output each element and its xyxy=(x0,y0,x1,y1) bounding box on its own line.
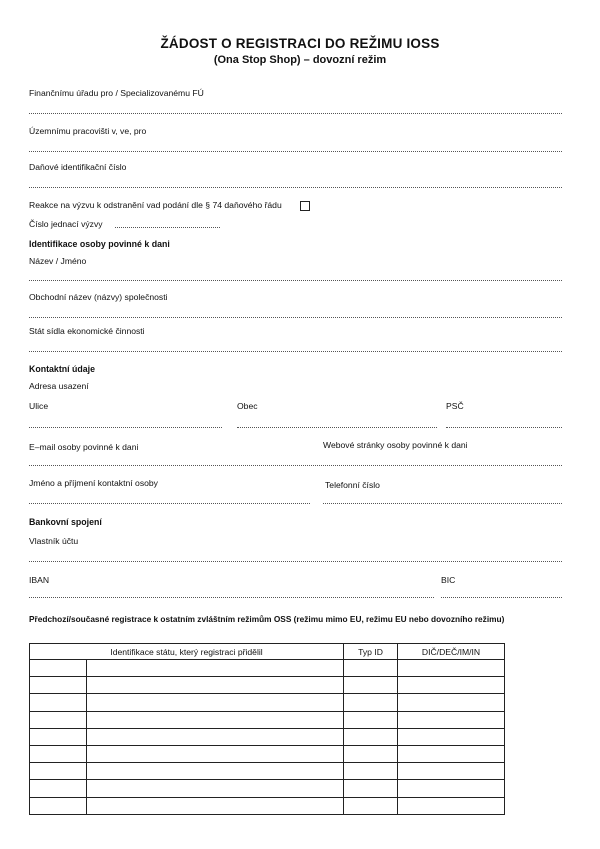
table-row xyxy=(30,694,505,711)
col-state: Identifikace státu, který registraci přidělil xyxy=(30,644,344,660)
email-web-field[interactable] xyxy=(29,465,562,466)
form-subtitle: (Ona Stop Shop) – dovozní režim xyxy=(213,54,387,66)
contact-person-field[interactable] xyxy=(29,503,310,504)
identification-heading: Identifikace osoby povinné k dani xyxy=(29,239,170,249)
state-label: Stát sídla ekonomické činnosti xyxy=(29,326,145,336)
state-name-cell[interactable] xyxy=(87,780,344,797)
bank-heading: Bankovní spojení xyxy=(29,517,102,527)
bic-field[interactable] xyxy=(441,597,562,598)
state-code-cell[interactable] xyxy=(30,797,87,814)
state-name-cell[interactable] xyxy=(87,763,344,780)
bic-label: BIC xyxy=(441,575,456,585)
state-name-cell[interactable] xyxy=(87,728,344,745)
iban-label: IBAN xyxy=(29,575,50,585)
table-row xyxy=(30,728,505,745)
table-row xyxy=(30,780,505,797)
contact-person-label: Jméno a příjmení kontaktní osoby xyxy=(29,478,158,488)
state-code-cell[interactable] xyxy=(30,660,87,677)
tax-office-field[interactable] xyxy=(29,113,562,114)
state-code-cell[interactable] xyxy=(30,728,87,745)
contact-heading: Kontaktní údaje xyxy=(29,364,95,374)
state-code-cell[interactable] xyxy=(30,711,87,728)
defect-response-label: Reakce na výzvu k odstranění vad podání dle § 74 daňového řádu xyxy=(29,200,282,210)
tax-number-cell[interactable] xyxy=(398,728,505,745)
city-label: Obec xyxy=(237,401,258,411)
tax-number-cell[interactable] xyxy=(398,677,505,694)
previous-registrations-heading: Předchozí/současné registrace k ostatním zvláštním režimům OSS (režimu mimo EU, režimu EU nebo dovozního režimu) xyxy=(29,614,505,624)
registrations-table xyxy=(29,643,505,815)
type-id-cell[interactable] xyxy=(344,745,398,762)
state-name-cell[interactable] xyxy=(87,797,344,814)
col-type-id: Typ ID xyxy=(344,644,398,660)
reference-number-field[interactable] xyxy=(115,227,220,228)
type-id-cell[interactable] xyxy=(344,728,398,745)
state-code-cell[interactable] xyxy=(30,763,87,780)
col-tax-number: DIČ/DEČ/IM/IN xyxy=(398,644,505,660)
account-owner-field[interactable] xyxy=(29,561,562,562)
web-label: Webové stránky osoby povinné k dani xyxy=(323,440,468,450)
type-id-cell[interactable] xyxy=(344,694,398,711)
trade-name-field[interactable] xyxy=(29,317,562,318)
iban-field[interactable] xyxy=(29,597,434,598)
trade-name-label: Obchodní název (názvy) společnosti xyxy=(29,292,168,302)
table-row xyxy=(30,797,505,814)
state-name-cell[interactable] xyxy=(87,660,344,677)
street-label: Ulice xyxy=(29,401,49,411)
state-name-cell[interactable] xyxy=(87,745,344,762)
state-name-cell[interactable] xyxy=(87,711,344,728)
phone-label: Telefonní číslo xyxy=(325,480,380,490)
email-label: E–mail osoby povinné k dani xyxy=(29,442,139,452)
tax-id-label: Daňové identifikační číslo xyxy=(29,162,127,172)
state-code-cell[interactable] xyxy=(30,677,87,694)
type-id-cell[interactable] xyxy=(344,780,398,797)
city-field[interactable] xyxy=(237,427,437,428)
zip-label: PSČ xyxy=(446,401,464,411)
state-code-cell[interactable] xyxy=(30,694,87,711)
state-name-cell[interactable] xyxy=(87,694,344,711)
type-id-cell[interactable] xyxy=(344,763,398,780)
reference-number-label: Číslo jednací výzvy xyxy=(29,219,103,229)
tax-number-cell[interactable] xyxy=(398,763,505,780)
state-code-cell[interactable] xyxy=(30,745,87,762)
account-owner-label: Vlastník účtu xyxy=(29,536,79,546)
state-field[interactable] xyxy=(29,351,562,352)
table-row xyxy=(30,660,505,677)
territorial-office-field[interactable] xyxy=(29,151,562,152)
form-title: ŽÁDOST O REGISTRACI DO REŽIMU IOSS xyxy=(160,36,440,51)
table-row xyxy=(30,711,505,728)
tax-number-cell[interactable] xyxy=(398,660,505,677)
zip-field[interactable] xyxy=(446,427,562,428)
tax-number-cell[interactable] xyxy=(398,797,505,814)
state-name-cell[interactable] xyxy=(87,677,344,694)
tax-id-field[interactable] xyxy=(29,187,562,188)
state-code-cell[interactable] xyxy=(30,780,87,797)
territorial-office-label: Územnímu pracovišti v, ve, pro xyxy=(29,126,147,136)
tax-number-cell[interactable] xyxy=(398,780,505,797)
defect-response-checkbox[interactable] xyxy=(300,201,310,211)
tax-number-cell[interactable] xyxy=(398,711,505,728)
address-label: Adresa usazení xyxy=(29,381,89,391)
tax-number-cell[interactable] xyxy=(398,745,505,762)
tax-office-label: Finančnímu úřadu pro / Specializovanému FÚ xyxy=(29,88,204,98)
tax-number-cell[interactable] xyxy=(398,694,505,711)
phone-field[interactable] xyxy=(323,503,562,504)
type-id-cell[interactable] xyxy=(344,797,398,814)
name-field[interactable] xyxy=(29,280,562,281)
table-row xyxy=(30,763,505,780)
table-row xyxy=(30,745,505,762)
type-id-cell[interactable] xyxy=(344,660,398,677)
type-id-cell[interactable] xyxy=(344,677,398,694)
table-row xyxy=(30,677,505,694)
type-id-cell[interactable] xyxy=(344,711,398,728)
street-field[interactable] xyxy=(29,427,222,428)
name-label: Název / Jméno xyxy=(29,256,87,266)
